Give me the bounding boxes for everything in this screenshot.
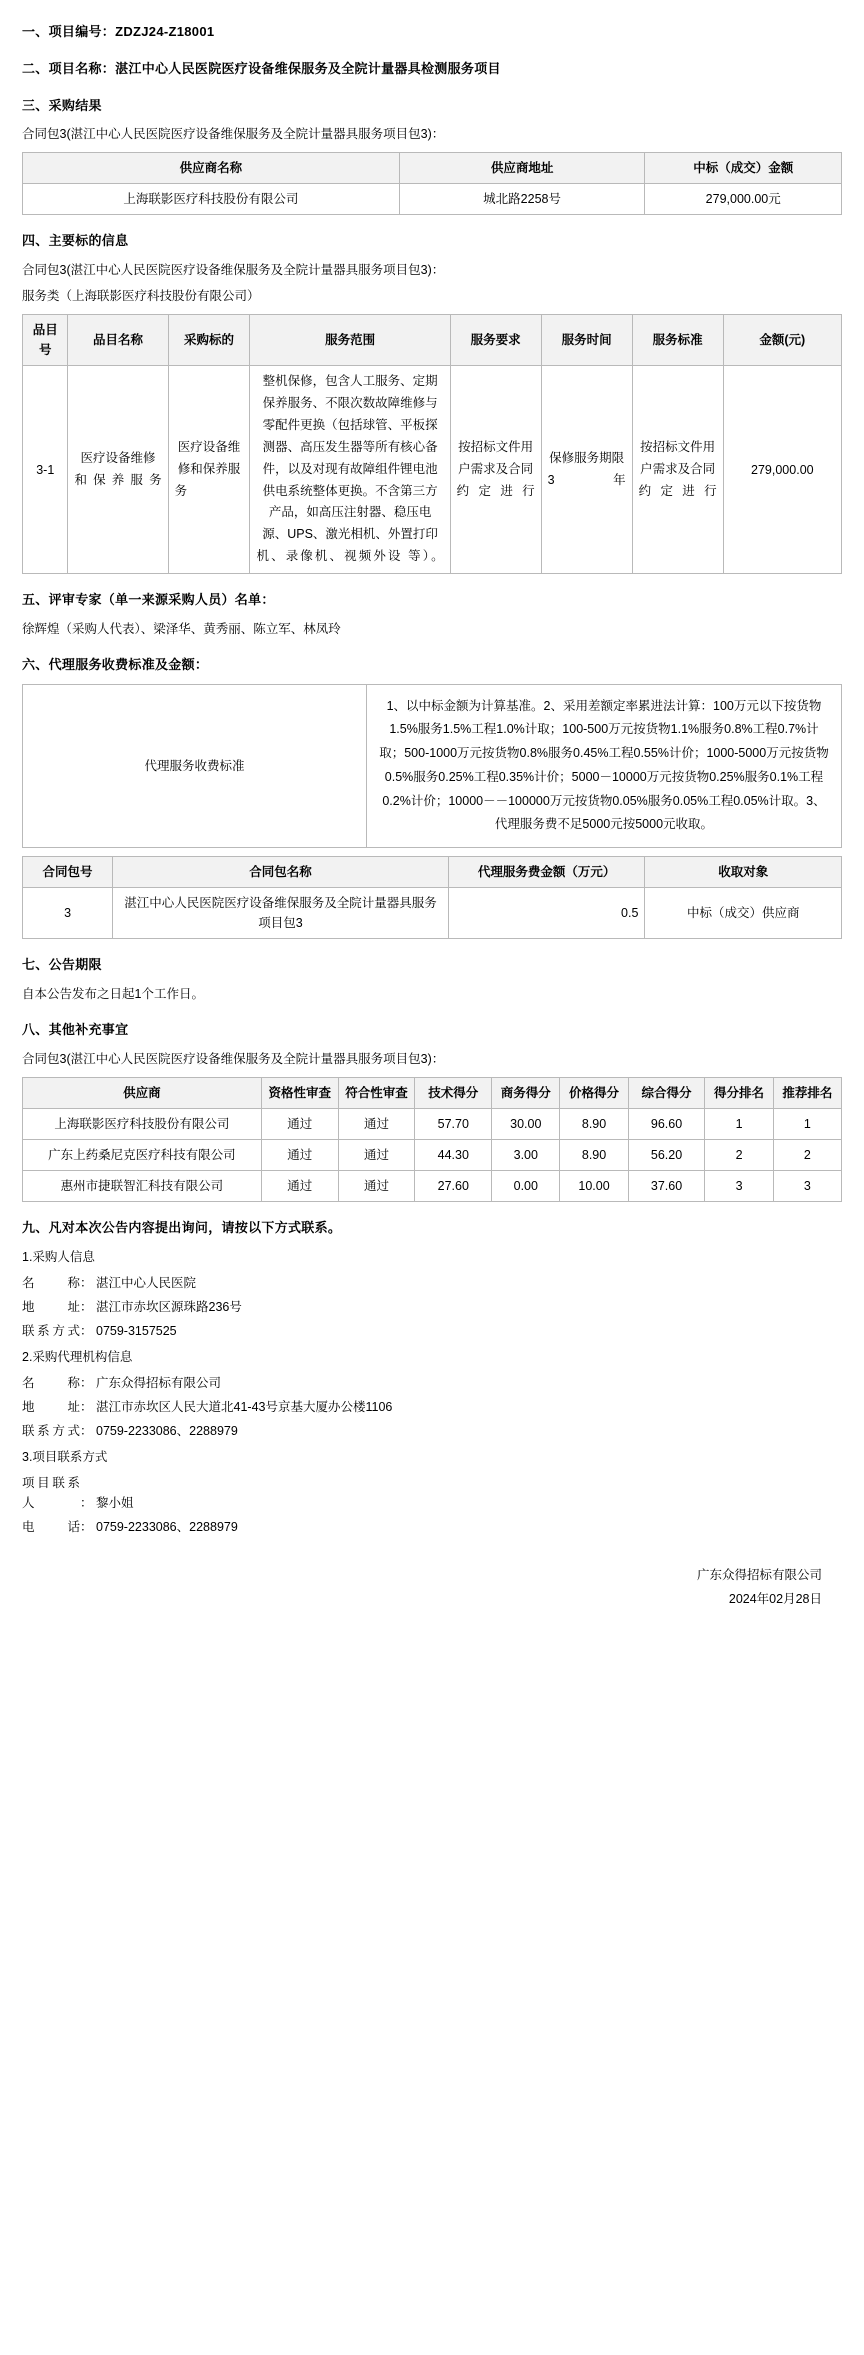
value-purchaser-address: 湛江市赤坎区源珠路236号 [96,1299,242,1314]
cell-compliance-review: 通过 [338,1139,415,1170]
notice-period-text: 自本公告发布之日起1个工作日。 [22,986,204,1001]
cell-item-no: 3-1 [23,366,68,574]
cell-award-amount: 279,000.00元 [645,184,842,215]
cell-total-score: 37.60 [628,1170,705,1201]
value-purchaser-name: 湛江中心人民医院 [96,1275,197,1290]
cell-qualification-review: 通过 [261,1108,338,1139]
value-agency-name: 广东众得招标有限公司 [96,1375,222,1390]
th-supplier-address: 供应商地址 [399,153,645,184]
section-agency-fee-title: 六、代理服务收费标准及金额： [22,656,209,672]
section-experts-title: 五、评审专家（单一来源采购人员）名单： [22,592,275,608]
cell-recommend-rank: 1 [773,1108,841,1139]
signature-date: 2024年02月28日 [728,1591,822,1606]
cell-recommend-rank: 3 [773,1170,841,1201]
section-notice-period-title: 七、公告期限 [22,957,102,973]
agency-fee-rule-table [22,684,842,849]
cell-fee-amount: 0.5 [448,888,645,939]
table-row [23,184,842,215]
section-project-name-title: 二、项目名称：湛江中心人民医院医疗设备维保服务及全院计量器具检测服务项目 [22,60,501,76]
label-purchaser-name: 名称 [22,1275,80,1290]
cell-price-score: 8.90 [560,1108,628,1139]
table-row [23,366,842,574]
experts-list: 徐辉煌（采购人代表）、梁泽华、黄秀丽、陈立军、林凤玲 [22,621,341,636]
subject-table [22,314,842,574]
cell-fee-standard-rule: 1、以中标金额为计算基准。2、采用差额定率累进法计算：100万元以下按货物1.5%服务1.5%工程1.0%计取；100-500万元按货物1.1%服务0.8%工程0.7%计取；500-1000万元按货物0.8%服务0.45%工程0.55%计价；1000-5000万元按货物0.5%服务0.25%工程0.35%计价；5000－10000万元按货物0.25%服务0.1%工程0.2%计价；10000－－100000万元按货物0.05%服务0.05%工程0.05%计取。3、代理服务费不足5000元按5000元收取。 [366,684,841,848]
table-row [23,1108,842,1139]
agency-fee-amount-table [22,856,842,939]
signature-block [22,1565,822,1609]
section-supplementary-title: 八、其他补充事宜 [22,1021,129,1037]
score-table [22,1077,842,1202]
purchaser-phone-line: 联系方式： 0759-3157525 [22,1321,842,1341]
supplementary-package-label: 合同包3(湛江中心人民医院医疗设备维保服务及全院计量器具服务项目包3)： [22,1051,445,1066]
cell-total-score: 56.20 [628,1139,705,1170]
page-footer-fragment [22,1635,842,1645]
table-header-row [23,315,842,366]
purchaser-name-line: 名称： 湛江中心人民医院 [22,1273,842,1293]
th-score-rank: 得分排名 [705,1077,773,1108]
label-agency-address: 地址 [22,1399,80,1414]
cell-supplier-address: 城北路2258号 [399,184,645,215]
th-item-no: 品目号 [23,315,68,366]
table-header-row [23,153,842,184]
th-service-requirement: 服务要求 [450,315,541,366]
agency-name-line: 名称： 广东众得招标有限公司 [22,1373,842,1393]
signature-organization: 广东众得招标有限公司 [696,1567,822,1582]
table-header-row [23,857,842,888]
cell-supplier: 惠州市捷联智汇科技有限公司 [23,1170,262,1201]
purchaser-address-line: 地址： 湛江市赤坎区源珠路236号 [22,1297,842,1317]
th-package-no: 合同包号 [23,857,113,888]
th-qualification-review: 资格性审查 [261,1077,338,1108]
cell-service-scope: 整机保修，包含人工服务、定期保养服务、不限次数故障维修与零配件更换（包括球管、平板探测器、高压发生器等所有核心备件，以及对现有故障组件锂电池供电系统整体更换。不含第三方产品，如高压注射器、稳压电源、UPS、激光相机、外置打印机、录像机、视频外设 等）。 [250,366,450,574]
th-service-time: 服务时间 [541,315,632,366]
agency-address-line: 地址： 湛江市赤坎区人民大道北41-43号京基大厦办公楼1106 [22,1397,842,1417]
label-agency-phone: 联系方式 [22,1423,80,1438]
cell-technical-score: 44.30 [415,1139,492,1170]
cell-business-score: 0.00 [492,1170,560,1201]
cell-total-score: 96.60 [628,1108,705,1139]
cell-service-time: 保修服务期限 3 年 [541,366,632,574]
cell-compliance-review: 通过 [338,1170,415,1201]
th-item-name: 品目名称 [68,315,168,366]
th-total-score: 综合得分 [628,1077,705,1108]
value-project-contact-person: 黎小姐 [96,1495,134,1510]
agency-phone-line: 联系方式： 0759-2233086、2288979 [22,1421,842,1441]
cell-technical-score: 27.60 [415,1170,492,1201]
cell-item-name: 医疗设备维修和保养服务 [68,366,168,574]
cell-package-no: 3 [23,888,113,939]
result-package-label: 合同包3(湛江中心人民医院医疗设备维保服务及全院计量器具服务项目包3)： [22,127,445,142]
value-project-contact-phone: 0759-2233086、2288979 [96,1519,238,1534]
value-agency-address: 湛江市赤坎区人民大道北41-43号京基大厦办公楼1106 [96,1399,393,1414]
cell-amount: 279,000.00 [723,366,841,574]
value-agency-phone: 0759-2233086、2288979 [96,1423,238,1438]
label-project-contact-person: 项目联系人 [22,1475,80,1510]
project-contact-title: 3.项目联系方式 [22,1449,108,1464]
th-technical-score: 技术得分 [415,1077,492,1108]
cell-supplier: 上海联影医疗科技股份有限公司 [23,1108,262,1139]
th-price-score: 价格得分 [560,1077,628,1108]
cell-recommend-rank: 2 [773,1139,841,1170]
table-row [23,1139,842,1170]
label-agency-name: 名称 [22,1375,80,1390]
th-service-standard: 服务标准 [632,315,723,366]
cell-qualification-review: 通过 [261,1170,338,1201]
cell-service-standard: 按招标文件用户需求及合同约定进行 [632,366,723,574]
table-row [23,1170,842,1201]
subject-package-label: 合同包3(湛江中心人民医院医疗设备维保服务及全院计量器具服务项目包3)： [22,263,445,278]
th-fee-payer: 收取对象 [645,857,842,888]
section-subject-title: 四、主要标的信息 [22,233,129,249]
section-contact-title: 九、凡对本次公告内容提出询问，请按以下方式联系。 [22,1219,342,1235]
th-service-scope: 服务范围 [250,315,450,366]
cell-qualification-review: 通过 [261,1139,338,1170]
th-business-score: 商务得分 [492,1077,560,1108]
th-package-name: 合同包名称 [113,857,449,888]
value-purchaser-phone: 0759-3157525 [96,1323,177,1338]
cell-price-score: 10.00 [560,1170,628,1201]
cell-score-rank: 2 [705,1139,773,1170]
subject-category-label: 服务类（上海联影医疗科技股份有限公司） [22,289,260,304]
th-compliance-review: 符合性审查 [338,1077,415,1108]
cell-fee-payer: 中标（成交）供应商 [645,888,842,939]
th-fee-amount: 代理服务费金额（万元） [448,857,645,888]
cell-supplier: 广东上药桑尼克医疗科技有限公司 [23,1139,262,1170]
cell-score-rank: 3 [705,1170,773,1201]
cell-service-requirement: 按招标文件用户需求及合同约定进行 [450,366,541,574]
cell-compliance-review: 通过 [338,1108,415,1139]
table-row [23,888,842,939]
th-recommend-rank: 推荐排名 [773,1077,841,1108]
result-table [22,152,842,215]
th-purchase-target: 采购标的 [168,315,250,366]
cell-technical-score: 57.70 [415,1108,492,1139]
label-purchaser-phone: 联系方式 [22,1323,80,1338]
cell-business-score: 30.00 [492,1108,560,1139]
table-header-row [23,1077,842,1108]
purchaser-info-title: 1.采购人信息 [22,1249,95,1264]
section-result-title: 三、采购结果 [22,97,102,113]
cell-package-name: 湛江中心人民医院医疗设备维保服务及全院计量器具服务项目包3 [113,888,449,939]
project-contact-phone-line: 电话： 0759-2233086、2288979 [22,1517,842,1537]
table-row [23,684,842,848]
project-contact-person-line: 项目联系人 ： 黎小姐 [22,1473,842,1513]
th-supplier: 供应商 [23,1077,262,1108]
th-amount: 金额(元) [723,315,841,366]
cell-fee-standard-label: 代理服务收费标准 [23,684,367,848]
cell-business-score: 3.00 [492,1139,560,1170]
th-supplier-name: 供应商名称 [23,153,400,184]
cell-price-score: 8.90 [560,1139,628,1170]
cell-score-rank: 1 [705,1108,773,1139]
cell-supplier-name: 上海联影医疗科技股份有限公司 [23,184,400,215]
label-project-contact-phone: 电话 [22,1519,80,1534]
th-award-amount: 中标（成交）金额 [645,153,842,184]
section-project-number-title: 一、项目编号：ZDZJ24-Z18001 [22,24,215,39]
label-purchaser-address: 地址 [22,1299,80,1314]
agency-info-title: 2.采购代理机构信息 [22,1349,133,1364]
cell-purchase-target: 医疗设备维修和保养服务 [168,366,250,574]
